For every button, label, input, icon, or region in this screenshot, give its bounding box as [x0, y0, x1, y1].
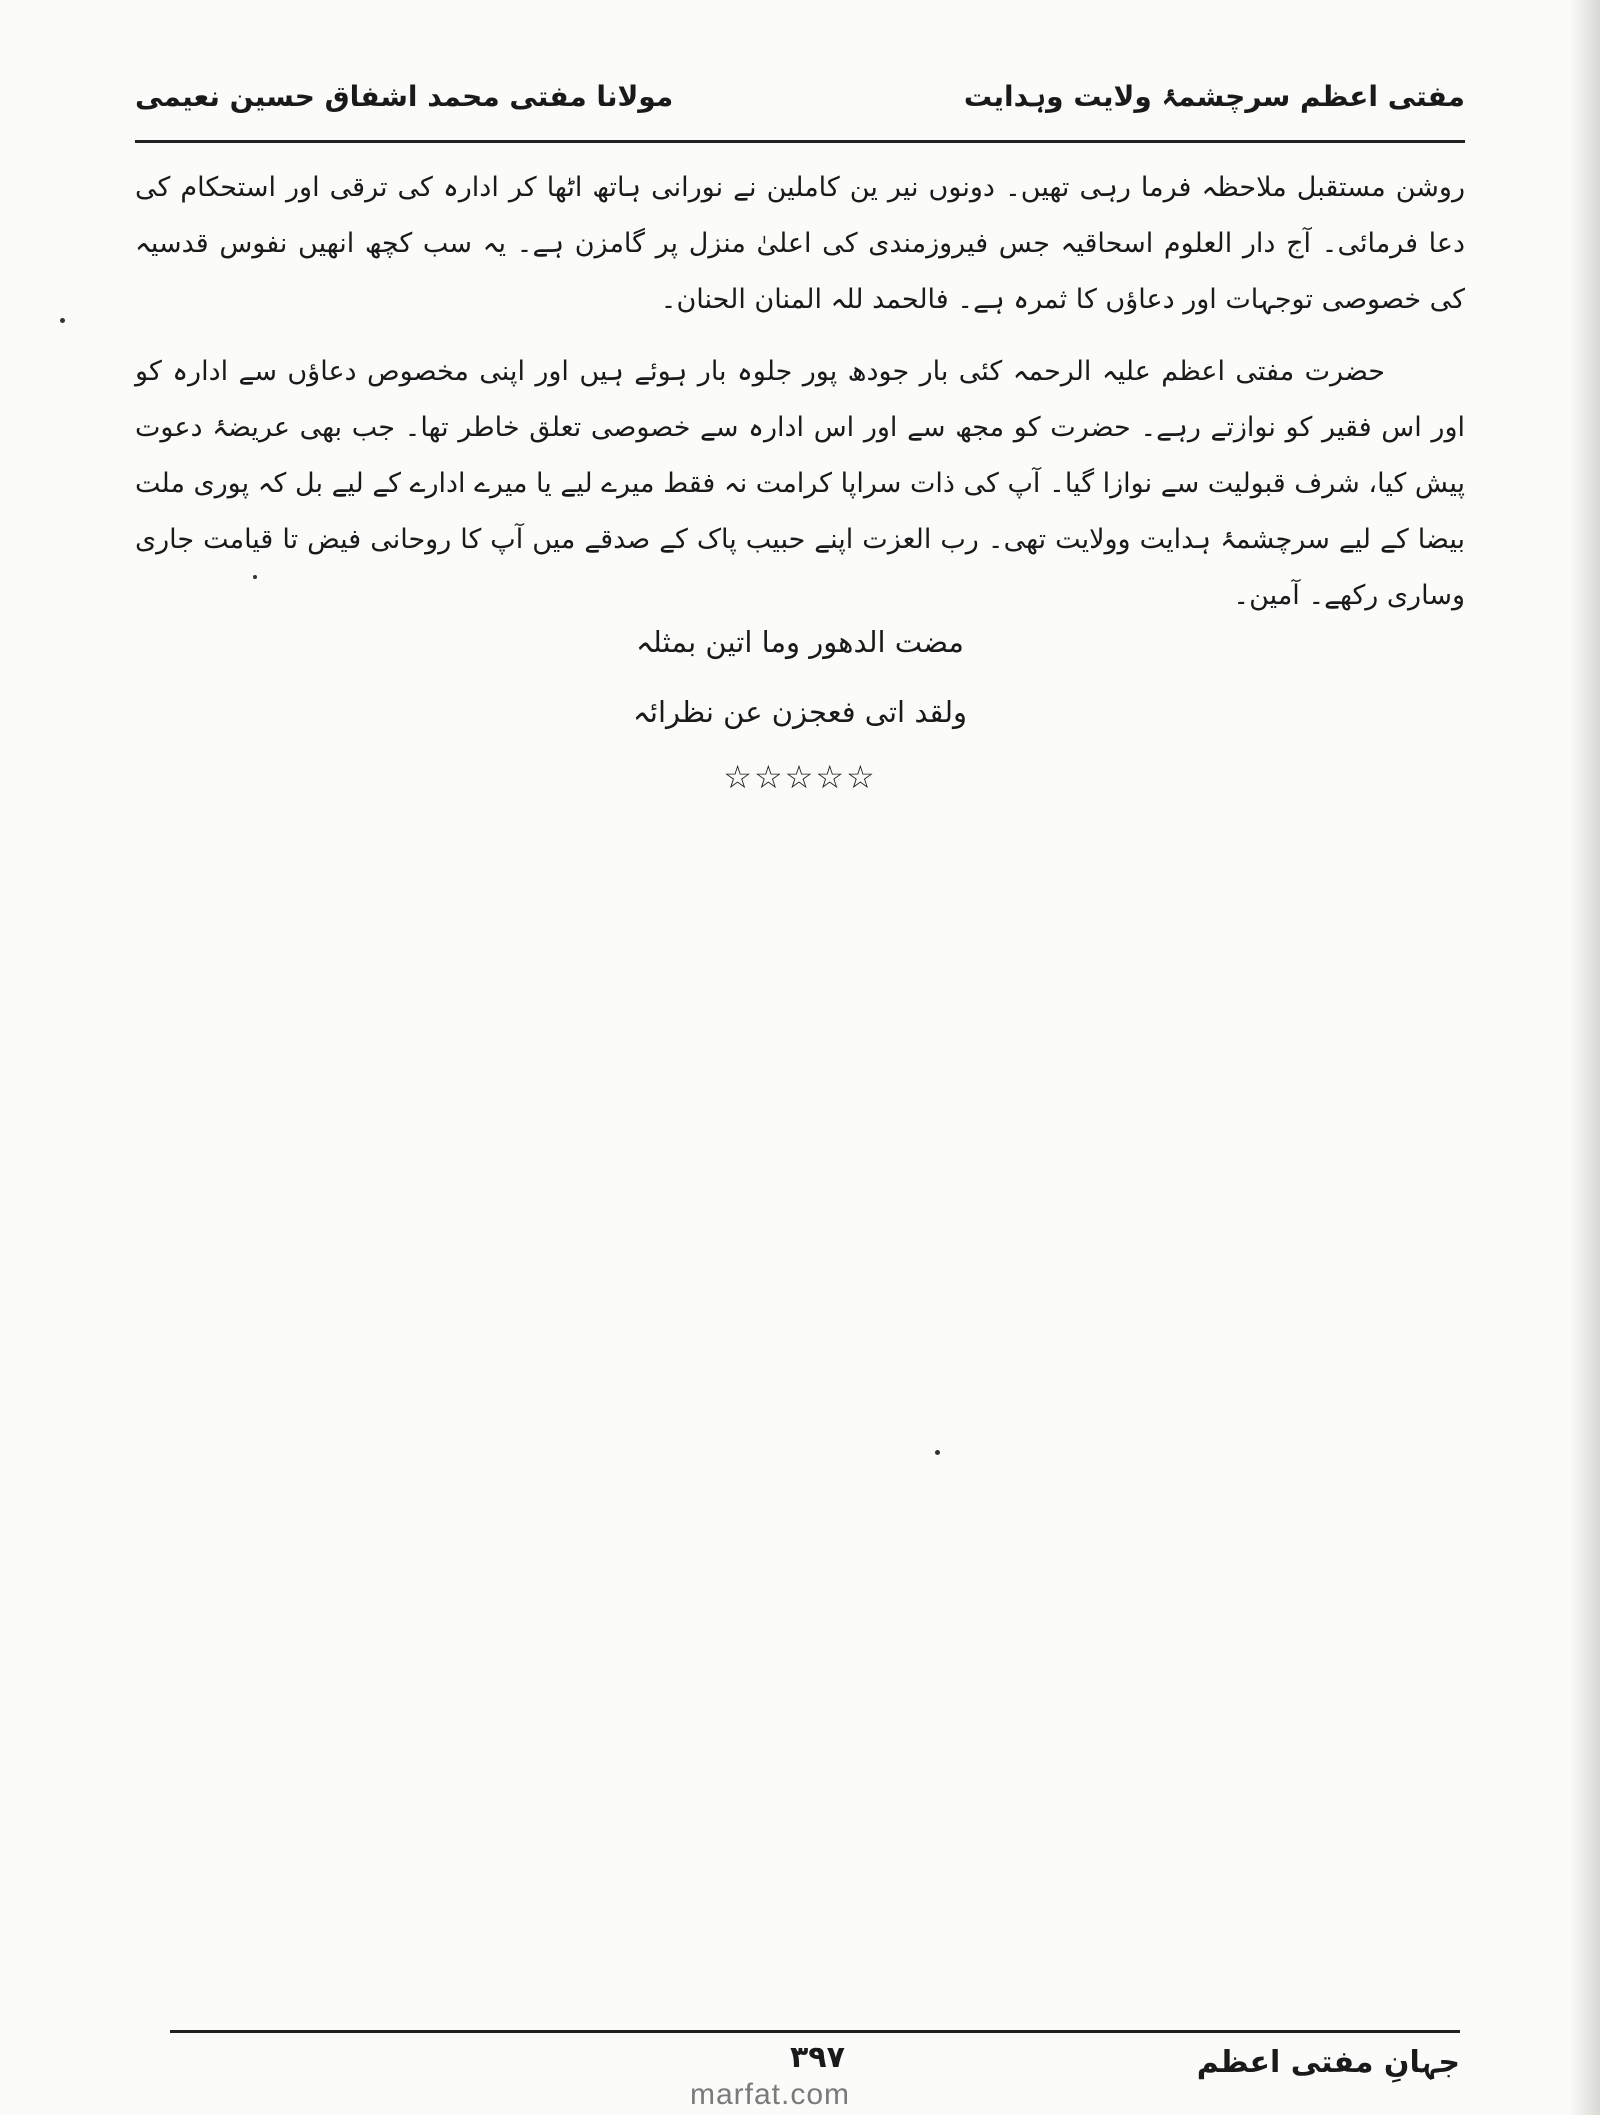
header-book-section: مفتی اعظم سرچشمۂ ولایت وہدایت: [963, 80, 1465, 113]
header-rule: [135, 140, 1465, 143]
watermark: marfat.com: [690, 2078, 851, 2111]
scan-speck: [253, 575, 257, 579]
body-text: [135, 160, 1465, 640]
paragraph-2: حضرت مفتی اعظم علیہ الرحمہ کئی بار جودھ پور جلوہ بار ہوئے ہیں اور اپنی مخصوص دعاؤں سے ادارہ کو اور اس فقیر کو نوازتے رہے۔ حضرت کو مجھ سے اور اس ادارہ سے خصوصی تعلق خاطر تھا۔ جب بھی عریضۂ دعوت پیش کیا، شرف قبولیت سے نوازا گیا۔ آپ کی ذات سراپا کرامت نہ فقط میرے لیے یا میرے ادارے کے لیے بل کہ پوری ملت بیضا کے لیے سرچشمۂ ہدایت وولایت تھی۔ رب العزت اپنے حبیب پاک کے صدقے میں آپ کا روحانی فیض تا قیامت جاری وساری رکھے۔ آمین۔: [135, 356, 1465, 611]
footer-rule: [170, 2030, 1460, 2033]
paragraph-1: روشن مستقبل ملاحظہ فرما رہی تھیں۔ دونوں نیر ین کاملین نے نورانی ہاتھ اٹھا کر ادارہ کی ترقی اور استحکام کی دعا فرمائی۔ آج دار العلوم اسحاقیہ جس فیروزمندی کی اعلیٰ منزل پر گامزن ہے۔ یہ سب کچھ انھیں نفوس قدسیہ کی خصوصی توجہات اور دعاؤں کا ثمرہ ہے۔ فالحمد للہ المنان الحنان۔: [135, 172, 1465, 315]
scan-speck: [935, 1450, 940, 1455]
verse-line-2: ولقد اتی فعجزن عن نظرائہ: [632, 695, 968, 729]
page-number: ۳۹۷: [790, 2040, 845, 2075]
page-header: [135, 80, 1465, 140]
verse-line-1: مضت الدھور وما اتین بمثلہ: [636, 625, 964, 659]
scan-speck: [60, 318, 65, 323]
footer-book-title: جہانِ مفتی اعظم: [1196, 2045, 1460, 2080]
page-edge-shadow: [1570, 0, 1600, 2115]
header-author: مولانا مفتی محمد اشفاق حسین نعیمی: [135, 80, 674, 113]
star-ornament: ☆☆☆☆☆: [723, 758, 877, 796]
